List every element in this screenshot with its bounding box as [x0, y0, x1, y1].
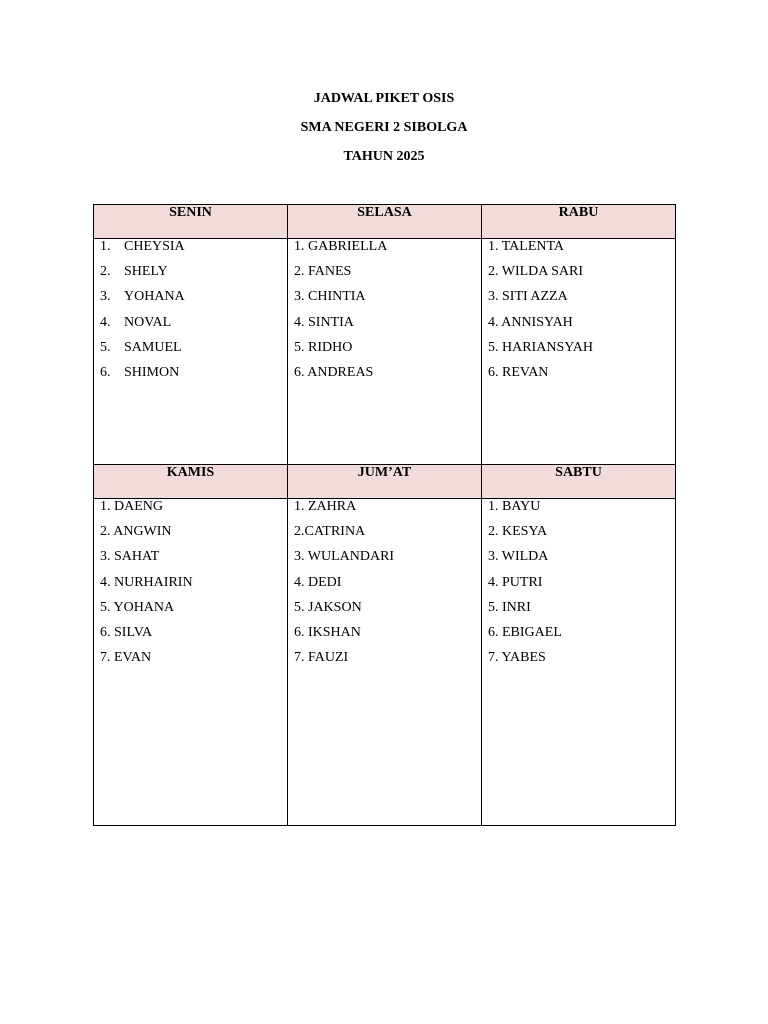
title-line-1: JADWAL PIKET OSIS [313, 91, 455, 106]
list-item: 2. ANGWIN [100, 524, 172, 540]
list-item: 6. ANDREAS [294, 364, 374, 380]
list-item: 6. EBIGAEL [488, 624, 562, 640]
day-header-sabtu: SABTU [482, 465, 676, 499]
list-item: 1. GABRIELLA [294, 239, 388, 254]
list-item [100, 289, 287, 314]
item-number: 5. [100, 339, 111, 355]
list-item: 7. YABES [488, 650, 546, 666]
list-item: 6. REVAN [488, 364, 549, 380]
list-item: 4. NURHAIRIN [100, 574, 193, 590]
list-item: 5. RIDHO [294, 339, 353, 355]
list-item: 3. WILDA [488, 549, 549, 565]
title-line-3: TAHUN 2025 [343, 149, 425, 164]
title-line-2: SMA NEGERI 2 SIBOLGA [300, 120, 468, 135]
list-item: 1. TALENTA [488, 239, 565, 254]
list-item: 4. PUTRI [488, 574, 543, 590]
item-name: SHIMON [124, 364, 180, 380]
list-item: 5. JAKSON [294, 599, 362, 615]
document-title [0, 84, 768, 171]
item-number: 1. [100, 239, 111, 254]
day-header-selasa: SELASA [288, 205, 482, 239]
list-item: 2. KESYA [488, 524, 548, 540]
names-cell-rabu [482, 239, 676, 465]
item-name: SAMUEL [124, 339, 182, 355]
name-list-kamis [94, 499, 287, 675]
names-cell-sabtu [482, 499, 676, 826]
name-list-selasa [288, 239, 481, 390]
names-cell-kamis [94, 499, 288, 826]
list-item: 6. SILVA [100, 624, 153, 640]
list-item: 2. WILDA SARI [488, 264, 584, 280]
list-item: 6. IKSHAN [294, 624, 361, 640]
names-cell-selasa [288, 239, 482, 465]
name-list-jumat [288, 499, 481, 675]
header-row-bottom [94, 465, 676, 499]
day-header-senin: SENIN [94, 205, 288, 239]
list-item: 1. BAYU [488, 499, 541, 514]
list-item: 3. SITI AZZA [488, 289, 568, 305]
list-item: 5. HARIANSYAH [488, 339, 594, 355]
item-name: NOVAL [124, 314, 172, 330]
name-list-sabtu [482, 499, 675, 675]
names-cell-jumat [288, 499, 482, 826]
item-name: CHEYSIA [124, 239, 185, 254]
names-row-bottom [94, 499, 676, 826]
list-item [100, 315, 287, 340]
list-item: 7. EVAN [100, 650, 152, 666]
list-item [100, 365, 287, 390]
name-list-senin [94, 239, 287, 390]
day-header-kamis: KAMIS [94, 465, 288, 499]
item-number: 3. [100, 289, 111, 305]
day-header-jumat: JUM’AT [288, 465, 482, 499]
list-item: 5. YOHANA [100, 599, 175, 615]
item-name: YOHANA [124, 289, 185, 305]
list-item: 2. FANES [294, 264, 352, 280]
header-row-top [94, 205, 676, 239]
list-item [100, 264, 287, 289]
list-item: 3. SAHAT [100, 549, 160, 565]
list-item: 1. ZAHRA [294, 499, 357, 514]
list-item [100, 340, 287, 365]
list-item: 1. DAENG [100, 499, 163, 514]
list-item: 2.CATRINA [294, 524, 366, 540]
name-list-rabu [482, 239, 675, 390]
list-item: 4. ANNISYAH [488, 314, 573, 330]
list-item: 3. CHINTIA [294, 289, 366, 305]
item-number: 2. [100, 264, 111, 280]
list-item: 5. INRI [488, 599, 531, 615]
names-row-top [94, 239, 676, 465]
day-header-rabu: RABU [482, 205, 676, 239]
list-item: 4. DEDI [294, 574, 342, 590]
schedule-table [93, 204, 676, 826]
list-item: 3. WULANDARI [294, 549, 395, 565]
list-item: 7. FAUZI [294, 650, 349, 666]
item-number: 6. [100, 364, 111, 380]
list-item [100, 239, 287, 264]
names-cell-senin [94, 239, 288, 465]
list-item: 4. SINTIA [294, 314, 354, 330]
item-name: SHELY [124, 264, 168, 280]
item-number: 4. [100, 314, 111, 330]
